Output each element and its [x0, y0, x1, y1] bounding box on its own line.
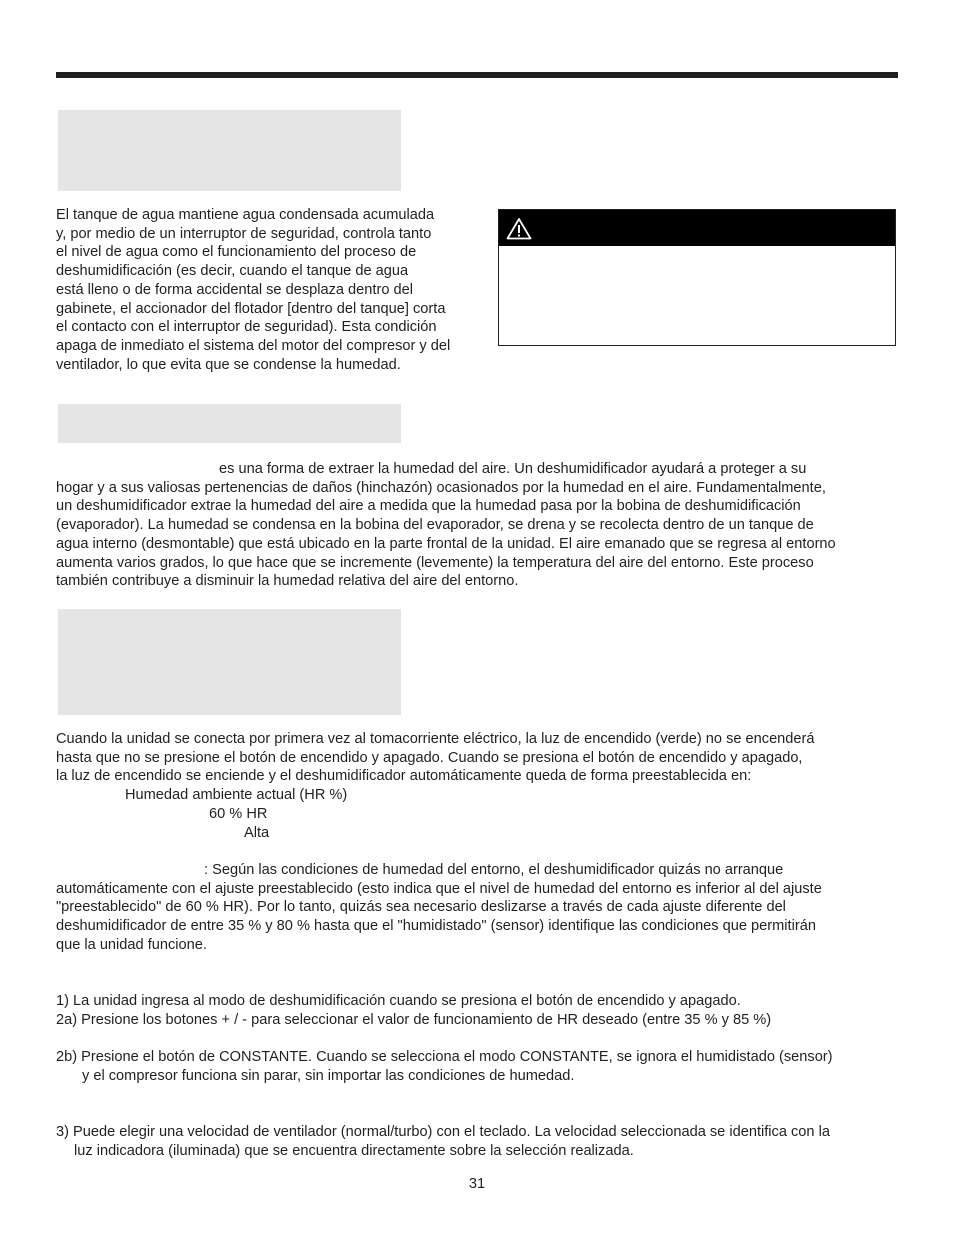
step-2b-line: 2b) Presione el botón de CONSTANTE. Cuando se selecciona el modo CONSTANTE, se ignora el humidistado (sensor)	[56, 1049, 833, 1065]
step-1: 1) La unidad ingresa al modo de deshumidificación cuando se presiona el botón de encendido y apagado.	[56, 993, 741, 1009]
tank-line: y, por medio de un interruptor de seguridad, controla tanto	[56, 225, 432, 242]
warning-header	[499, 210, 895, 246]
intro-line: (evaporador). La humedad se condensa en la bobina del evaporador, se drena y se recolecta dentro de un tanque de	[56, 517, 814, 534]
section-header-operation	[58, 609, 401, 715]
tank-line: ventilador, lo que evita que se condense la humedad.	[56, 356, 401, 373]
tank-line: el contacto con el interruptor de seguridad). Esta condición	[56, 319, 437, 336]
page-number: 31	[468, 1176, 486, 1192]
tank-line: está lleno o de forma accidental se desplaza dentro del	[56, 281, 413, 298]
note-line: "preestablecido" de 60 % HR). Por lo tanto, quizás sea necesario deslizarse a través de cada ajuste diferente del	[56, 899, 786, 916]
step-2b-line: y el compresor funciona sin parar, sin importar las condiciones de humedad.	[82, 1068, 575, 1084]
warning-triangle-icon	[506, 217, 532, 240]
operation-line: hasta que no se presione el botón de encendido y apagado. Cuando se presiona el botón de encendido y apagado,	[56, 749, 803, 766]
intro-line: es una forma de extraer la humedad del aire. Un deshumidificador ayudará a proteger a su	[219, 461, 807, 477]
tank-line: gabinete, el accionador del flotador [dentro del tanque] corta	[56, 300, 446, 317]
operation-line: la luz de encendido se enciende y el deshumidificador automáticamente queda de forma preestablecida en:	[56, 768, 752, 785]
default-display-value: Humedad ambiente actual (HR %)	[125, 787, 348, 804]
operation-line: Cuando la unidad se conecta por primera vez al tomacorriente eléctrico, la luz de encendido (verde) no se encenderá	[56, 731, 815, 747]
tank-line: deshumidificación (es decir, cuando el tanque de agua	[56, 263, 409, 280]
tank-line: El tanque de agua mantiene agua condensada acumulada	[56, 207, 435, 223]
tank-line: apaga de inmediato el sistema del motor del compresor y del	[56, 337, 451, 354]
intro-line: un deshumidificador extrae la humedad del aire a medida que la humedad pasa por la bobina de deshumidificación	[56, 498, 801, 515]
note-line: : Según las condiciones de humedad del entorno, el deshumidificador quizás no arranque	[204, 862, 784, 878]
note-line: automáticamente con el ajuste preestablecido (esto indica que el nivel de humedad del entorno es inferior al del ajuste	[56, 880, 822, 897]
intro-line: hogar y a sus valiosas pertenencias de daños (hinchazón) ocasionados por la humedad en el aire. Fundamentalmente,	[56, 479, 826, 496]
warning-box	[498, 209, 896, 346]
section-header-tank	[58, 110, 401, 191]
note-line: deshumidificador de entre 35 % y 80 % hasta que el "humidistado" (sensor) identifique las condiciones que permitirán	[56, 918, 816, 935]
step-3-line: luz indicadora (iluminada) que se encuentra directamente sobre la selección realizada.	[74, 1143, 634, 1159]
default-fan-value: Alta	[244, 824, 270, 841]
tank-line: el nivel de agua como el funcionamiento del proceso de	[56, 244, 417, 261]
note-line: que la unidad funcione.	[56, 936, 207, 953]
section-header-intro	[58, 404, 401, 443]
intro-line: también contribuye a disminuir la humedad relativa del aire del entorno.	[56, 573, 519, 590]
default-rh-value: 60 % HR	[209, 805, 268, 822]
top-rule	[56, 72, 898, 78]
step-2a: 2a) Presione los botones + / - para seleccionar el valor de funcionamiento de HR deseado (entre 35 % y 85 %)	[56, 1012, 772, 1028]
intro-line: agua interno (desmontable) que está ubicado en la parte frontal de la unidad. El aire emanado que se regresa al entorno	[56, 535, 836, 552]
intro-line: aumenta varios grados, lo que hace que se incremente (levemente) la temperatura del aire del entorno. Este proceso	[56, 554, 814, 571]
step-3-line: 3) Puede elegir una velocidad de ventilador (normal/turbo) con el teclado. La velocidad seleccionada se identifica con la	[56, 1124, 830, 1140]
